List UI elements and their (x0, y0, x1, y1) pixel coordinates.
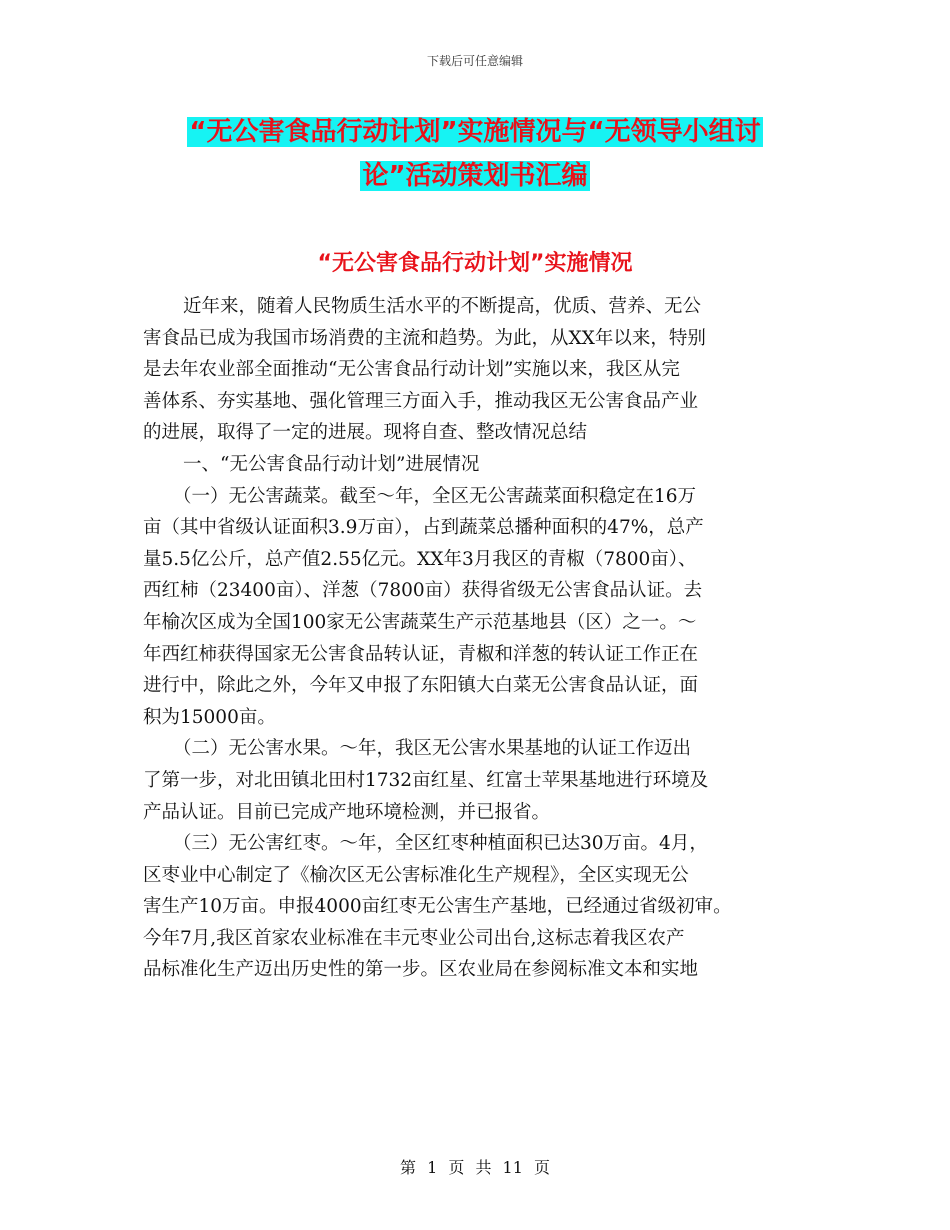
body-line: 产品认证。目前已完成产地环境检测，并已报省。 (143, 801, 551, 823)
body-line: 年西红柿获得国家无公害食品转认证，青椒和洋葱的转认证工作正在 (143, 643, 699, 665)
body-line: 害生产10万亩。申报4000亩红枣无公害生产基地，已经通过省级初审。 (143, 896, 732, 918)
body-line: 了第一步，对北田镇北田村1732亩红星、红富士苹果基地进行环境及 (143, 769, 709, 791)
body-line: 的进展，取得了一定的进展。现将自查、整改情况总结 (143, 422, 588, 444)
document-title (0, 110, 950, 198)
body-line: 是去年农业部全面推动“无公害食品行动计划”实施以来，我区从完 (143, 359, 680, 381)
section-title: “无公害食品行动计划”实施情况 (317, 251, 633, 276)
body-line: 害食品已成为我国市场消费的主流和趋势。为此，从XX年以来，特别 (143, 327, 706, 349)
body-line: 年榆次区成为全国100家无公害蔬菜生产示范基地县（区）之一。～ (143, 611, 697, 633)
title-line-2: 论”活动策划书汇编 (362, 161, 588, 191)
body-line: 量5.5亿公斤，总产值2.55亿元。XX年3月我区的青椒（7800亩）、 (143, 548, 697, 570)
body-line: 西红柿（23400亩）、洋葱（7800亩）获得省级无公害食品认证。去 (143, 580, 703, 602)
body-line: 今年7月,我区首家农业标准在丰元枣业公司出台,这标志着我区农产 (143, 927, 685, 949)
body-line: 品标准化生产迈出历史性的第一步。区农业局在参阅标准文本和实地 (143, 959, 699, 981)
body-line: 积为15000亩。 (143, 706, 276, 728)
body-line: （一）无公害蔬菜。截至～年，全区无公害蔬菜面积稳定在16万 (173, 485, 697, 507)
body-line: （三）无公害红枣。～年，全区红枣种植面积已达30万亩。4月， (173, 833, 708, 855)
body-heading: 一、“无公害食品行动计划”进展情况 (183, 453, 480, 475)
body-line: 亩（其中省级认证面积3.9万亩），占到蔬菜总播种面积的47%，总产 (143, 517, 704, 539)
page-footer: 第 1 页 共 11 页 (400, 1158, 550, 1177)
body-text (143, 291, 833, 986)
title-line-1: “无公害食品行动计划”实施情况与“无领导小组讨 (189, 117, 761, 147)
body-line: 善体系、夯实基地、强化管理三方面入手，推动我区无公害食品产业 (143, 390, 699, 412)
body-line: 进行中，除此之外，今年又申报了东阳镇大白菜无公害食品认证，面 (143, 675, 699, 697)
body-line: （二）无公害水果。～年，我区无公害水果基地的认证工作迈出 (173, 738, 692, 760)
body-line: 区枣业中心制定了《榆次区无公害标准化生产规程》，全区实现无公 (143, 864, 689, 886)
body-line: 近年来，随着人民物质生活水平的不断提高，优质、营养、无公 (183, 296, 702, 317)
page-header-note: 下载后可任意编辑 (426, 54, 523, 68)
